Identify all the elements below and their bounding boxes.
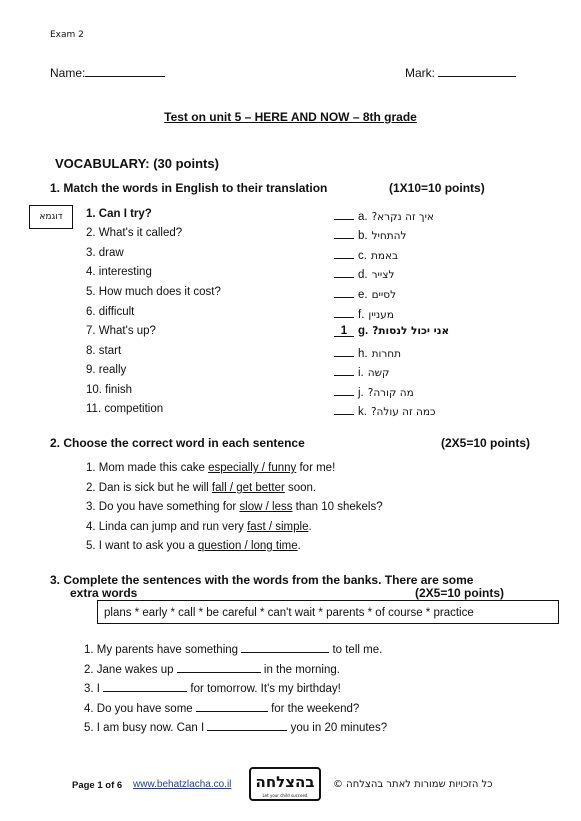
answer-hebrew: אני יכול לנסות? <box>372 325 450 337</box>
answer-blank[interactable] <box>334 266 354 278</box>
q3-sentence <box>84 719 387 734</box>
answer-hebrew: כמה זה עולה? <box>370 406 436 418</box>
q2-sentence <box>86 482 316 494</box>
fill-in-blank[interactable] <box>103 680 187 692</box>
fill-in-blank[interactable] <box>241 641 329 653</box>
site-link[interactable]: www.behatzlacha.co.il <box>133 779 232 790</box>
sentence-text: 3. I <box>84 683 104 695</box>
q1-answer-row <box>334 227 407 242</box>
sentence-text: 1. Mom made this cake <box>86 462 209 474</box>
q1-item: 5. How much does it cost? <box>86 286 221 298</box>
answer-blank[interactable] <box>334 247 354 259</box>
answer-letter: d. <box>358 269 368 281</box>
q2-sentence <box>86 462 335 474</box>
q3-sentence <box>84 661 340 676</box>
sentence-text: for the weekend? <box>267 703 360 715</box>
q1-item: 7. What's up? <box>86 325 156 337</box>
logo-word: בהצלחה <box>255 773 315 791</box>
q3-points: (2X5=10 points) <box>415 586 505 600</box>
answer-blank[interactable] <box>334 345 354 357</box>
site-logo <box>249 767 321 801</box>
mark-field[interactable] <box>405 65 516 80</box>
q3-sentence <box>84 680 341 695</box>
answer-hebrew: להתחיל <box>371 230 407 242</box>
q3-title-line1: 3. Complete the sentences with the words from the banks. There are some <box>50 573 474 587</box>
logo-tagline: Let your child succeed <box>262 793 308 798</box>
mark-blank[interactable] <box>438 65 516 77</box>
answer-letter: j. <box>358 387 364 399</box>
q1-answer-row <box>334 384 414 399</box>
answer-blank[interactable] <box>334 306 354 318</box>
q1-answer-row <box>334 266 394 281</box>
sentence-text: in the morning. <box>260 664 340 676</box>
answer-hebrew: באמת <box>370 250 399 262</box>
q3-sentence <box>84 641 382 656</box>
sentence-text: soon. <box>284 482 317 494</box>
answer-letter: e. <box>358 289 368 301</box>
q1-item: 1. Can I try? <box>86 208 152 220</box>
copyright-notice: כל הזכויות שמורות לאתר בהצלחה © <box>333 779 493 790</box>
word-choice[interactable]: fall / get better <box>211 482 285 494</box>
q2-sentence <box>86 501 383 513</box>
answer-hebrew: קשה <box>367 367 390 379</box>
answer-hebrew: תחרות <box>371 348 402 360</box>
q1-answer-row <box>334 306 394 321</box>
q2-sentence <box>86 521 312 533</box>
fill-in-blank[interactable] <box>207 719 287 731</box>
vocab-heading: VOCABULARY: (30 points) <box>55 156 219 171</box>
answer-blank[interactable]: 1 <box>334 325 354 337</box>
sentence-text: for tomorrow. It's my birthday! <box>187 683 341 695</box>
q1-answer-row <box>334 403 436 418</box>
sentence-text: 2. Jane wakes up <box>84 664 177 676</box>
answer-letter: b. <box>358 230 368 242</box>
example-label-box: דוגמא <box>29 205 73 229</box>
name-field[interactable] <box>50 65 165 80</box>
q1-answer-row <box>334 325 449 337</box>
name-label: Name: <box>50 66 86 80</box>
answer-blank[interactable] <box>334 286 354 298</box>
q1-points: (1X10=10 points) <box>389 181 485 195</box>
sentence-text: . <box>297 540 301 552</box>
sentence-text: 5. I am busy now. Can I <box>84 722 208 734</box>
q1-item: 11. competition <box>86 403 164 415</box>
answer-letter: h. <box>358 348 368 360</box>
word-choice[interactable]: question / long time <box>197 540 298 552</box>
word-choice[interactable]: especially / funny <box>208 462 297 474</box>
q3-sentence <box>84 700 359 715</box>
q1-answer-row <box>334 247 398 262</box>
answer-hebrew: איך זה נקרא? <box>371 211 434 223</box>
page-number: Page 1 of 6 <box>72 780 123 791</box>
q2-title: 2. Choose the correct word in each sentence <box>50 436 305 450</box>
page-title: Test on unit 5 – HERE AND NOW – 8th grade <box>164 110 417 124</box>
q1-item: 9. really <box>86 364 127 376</box>
answer-hebrew: לצייר <box>371 269 395 281</box>
name-blank[interactable] <box>85 65 165 77</box>
answer-hebrew: מעניין <box>368 309 394 321</box>
q1-item: 8. start <box>86 345 122 357</box>
answer-hebrew: לסיים <box>371 289 397 301</box>
q1-title: 1. Match the words in English to their translation <box>50 181 328 195</box>
q1-answer-row <box>334 345 401 360</box>
q1-item: 4. interesting <box>86 266 152 278</box>
q1-answer-row <box>334 208 434 223</box>
mark-label: Mark: <box>405 66 435 80</box>
exam-label: Exam 2 <box>50 30 84 40</box>
word-bank: plans * early * call * be careful * can't wait * parents * of course * practice <box>97 600 559 624</box>
q1-item: 6. difficult <box>86 306 135 318</box>
q1-answer-row <box>334 286 396 301</box>
answer-letter: c. <box>358 250 367 262</box>
answer-hebrew: מה קורה? <box>367 387 414 399</box>
sentence-text: 2. Dan is sick but he will <box>86 482 212 494</box>
sentence-text: for me! <box>296 462 336 474</box>
sentence-text: 4. Linda can jump and run very <box>86 521 248 533</box>
answer-letter: f. <box>358 309 365 321</box>
sentence-text: to tell me. <box>329 644 383 656</box>
answer-letter: i. <box>358 367 364 379</box>
answer-blank[interactable] <box>334 403 354 415</box>
q2-points: (2X5=10 points) <box>441 436 531 450</box>
word-choice[interactable]: fast / simple <box>247 521 309 533</box>
answer-letter: a. <box>358 211 368 223</box>
answer-blank[interactable] <box>334 227 354 239</box>
sentence-text: 4. Do you have some <box>84 703 196 715</box>
q1-item: 10. finish <box>86 384 133 396</box>
sentence-text: than 10 shekels? <box>292 501 383 513</box>
answer-blank[interactable] <box>334 384 354 396</box>
q3-title-line2: extra words <box>70 586 138 600</box>
answer-letter: k. <box>358 406 367 418</box>
sentence-text: 3. Do you have something for <box>86 501 240 513</box>
sentence-text: 5. I want to ask you a <box>86 540 198 552</box>
q1-item: 3. draw <box>86 247 124 259</box>
fill-in-blank[interactable] <box>177 661 261 673</box>
fill-in-blank[interactable] <box>196 700 268 712</box>
q2-sentence <box>86 540 301 552</box>
answer-letter: g. <box>358 325 369 337</box>
answer-blank[interactable] <box>334 364 354 376</box>
sentence-text: 1. My parents have something <box>84 644 242 656</box>
sentence-text: . <box>308 521 312 533</box>
q1-answer-row <box>334 364 390 379</box>
sentence-text: you in 20 minutes? <box>287 722 388 734</box>
word-choice[interactable]: slow / less <box>239 501 293 513</box>
answer-blank[interactable] <box>334 208 354 220</box>
q1-item: 2. What's it called? <box>86 227 183 239</box>
